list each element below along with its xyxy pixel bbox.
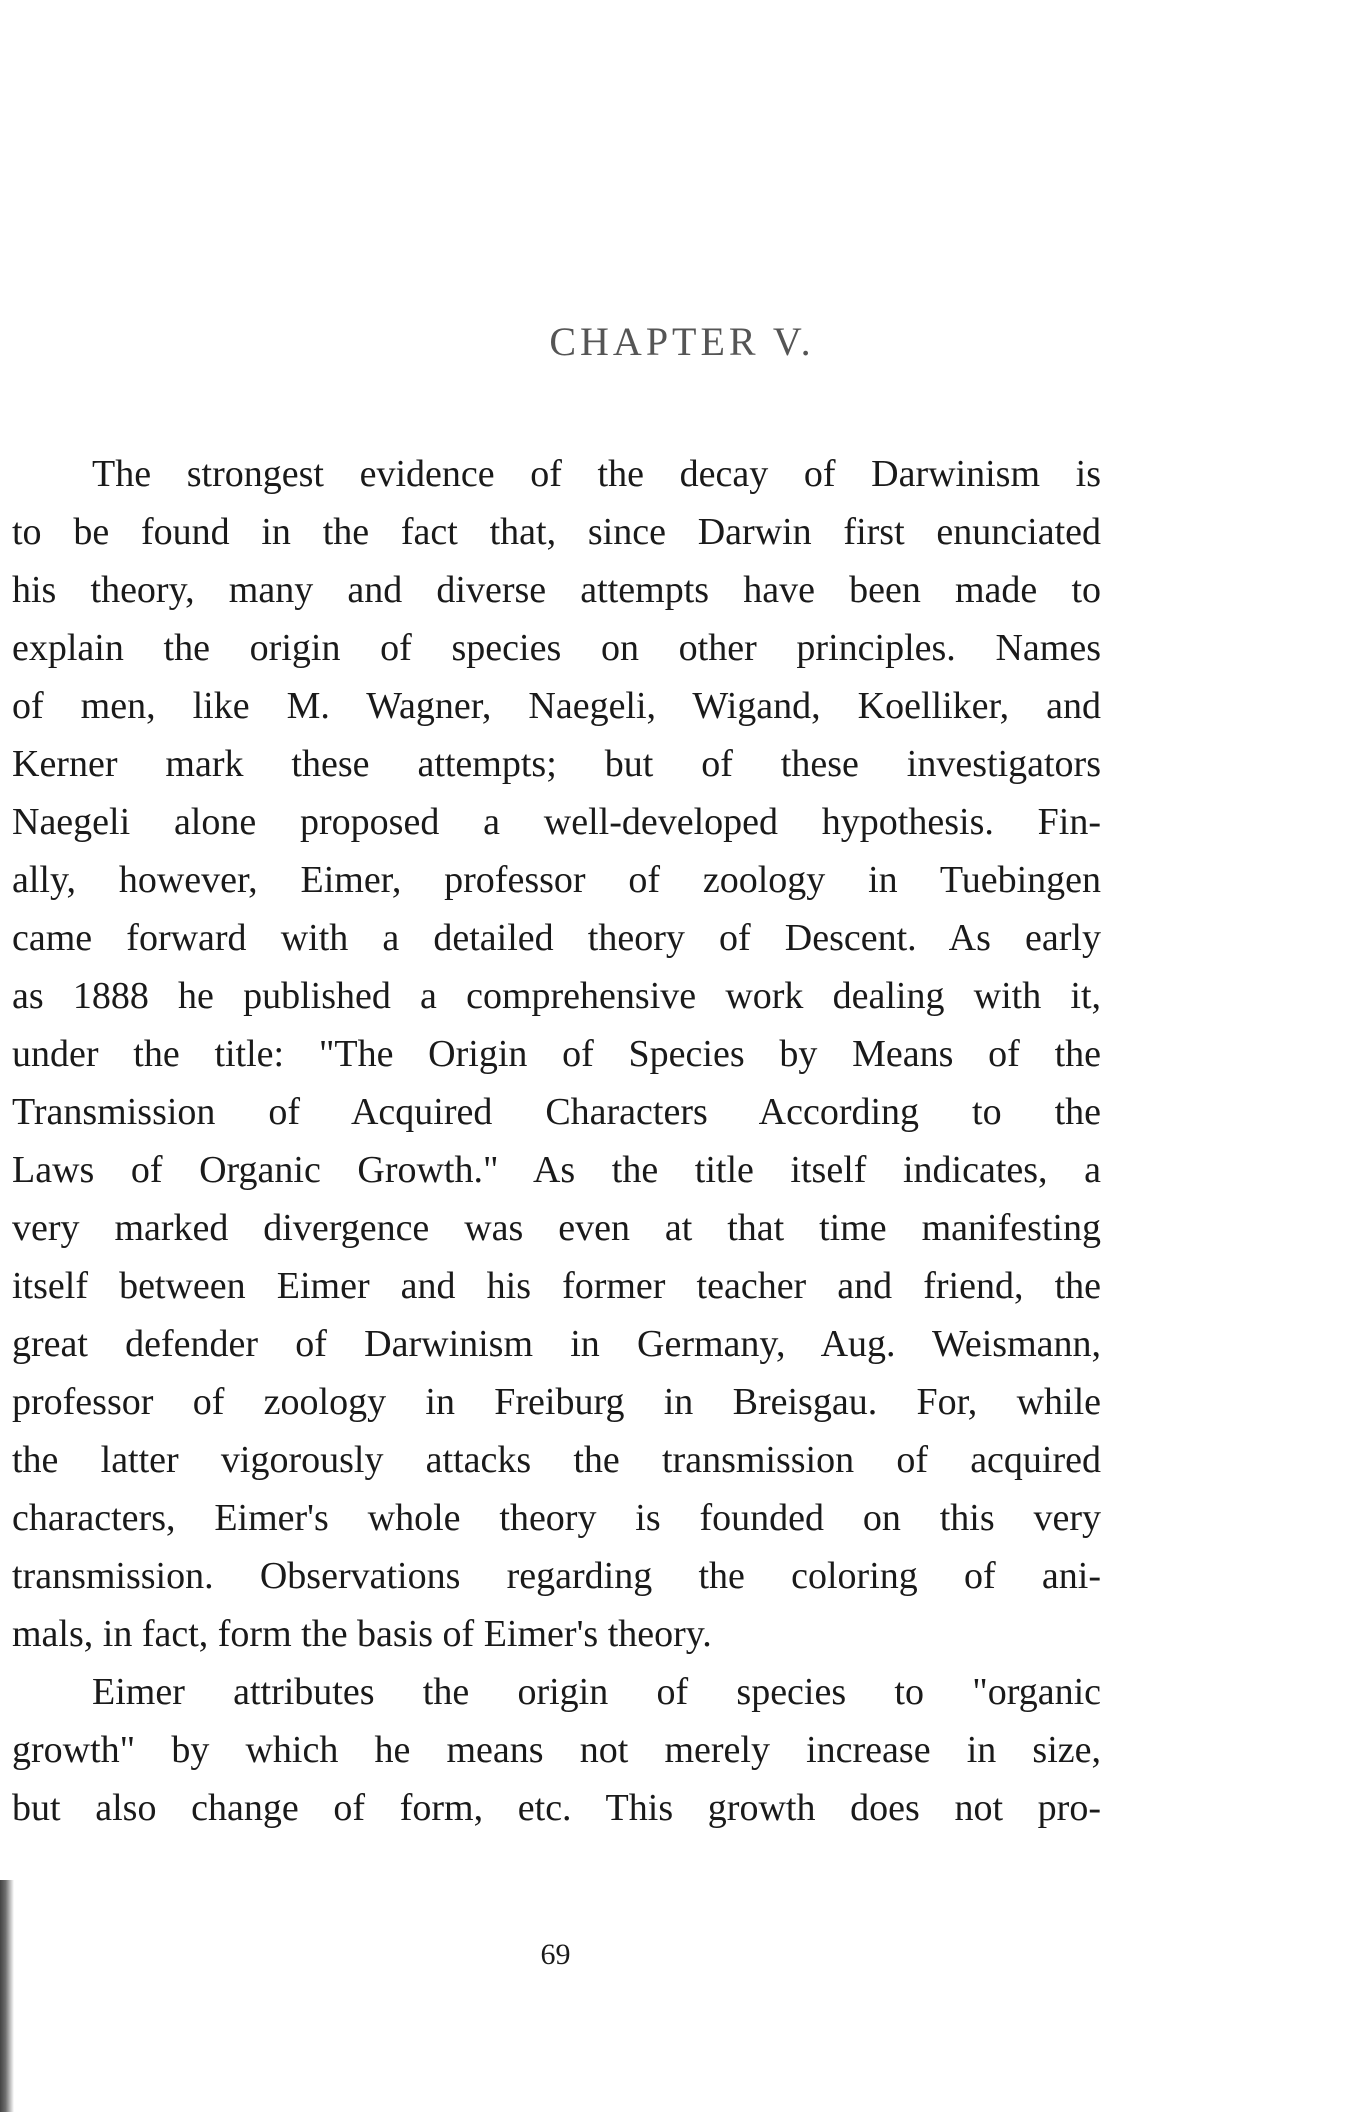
text-line: Transmission of Acquired Characters According to the <box>12 1091 1101 1133</box>
text-line: Kerner mark these attempts; but of these investigators <box>12 743 1101 785</box>
text-line: Eimer attributes the origin of species to "organic <box>92 1671 1101 1713</box>
text-line: but also change of form, etc. This growth does not pro- <box>12 1787 1101 1829</box>
text-line: transmission. Observations regarding the coloring of ani- <box>12 1555 1101 1597</box>
text-line: as 1888 he published a comprehensive work dealing with it, <box>12 975 1101 1017</box>
text-line: his theory, many and diverse attempts have been made to <box>12 569 1101 611</box>
text-line: mals, in fact, form the basis of Eimer's theory. <box>12 1613 712 1655</box>
text-line: under the title: "The Origin of Species by Means of the <box>12 1033 1101 1075</box>
text-line: the latter vigorously attacks the transmission of acquired <box>12 1439 1101 1481</box>
text-line: growth" by which he means not merely increase in size, <box>12 1729 1101 1771</box>
text-line: Naegeli alone proposed a well-developed hypothesis. Fin- <box>12 801 1101 843</box>
text-line: professor of zoology in Freiburg in Breisgau. For, while <box>12 1381 1101 1423</box>
scan-edge-shadow <box>0 1880 14 2112</box>
text-line: Laws of Organic Growth." As the title itself indicates, a <box>12 1149 1101 1191</box>
text-line: itself between Eimer and his former teacher and friend, the <box>12 1265 1101 1307</box>
text-line: to be found in the fact that, since Darwin first enunciated <box>12 511 1101 553</box>
text-line: The strongest evidence of the decay of Darwinism is <box>92 453 1101 495</box>
text-line: ally, however, Eimer, professor of zoology in Tuebingen <box>12 859 1101 901</box>
chapter-heading: CHAPTER V. <box>549 319 815 364</box>
text-line: very marked divergence was even at that time manifesting <box>12 1207 1101 1249</box>
text-line: came forward with a detailed theory of Descent. As early <box>12 917 1101 959</box>
text-line: of men, like M. Wagner, Naegeli, Wigand, Koelliker, and <box>12 685 1101 727</box>
text-line: characters, Eimer's whole theory is founded on this very <box>12 1497 1101 1539</box>
text-line: explain the origin of species on other principles. Names <box>12 627 1101 669</box>
page-number: 69 <box>540 1938 571 1971</box>
text-line: great defender of Darwinism in Germany, Aug. Weismann, <box>12 1323 1101 1365</box>
